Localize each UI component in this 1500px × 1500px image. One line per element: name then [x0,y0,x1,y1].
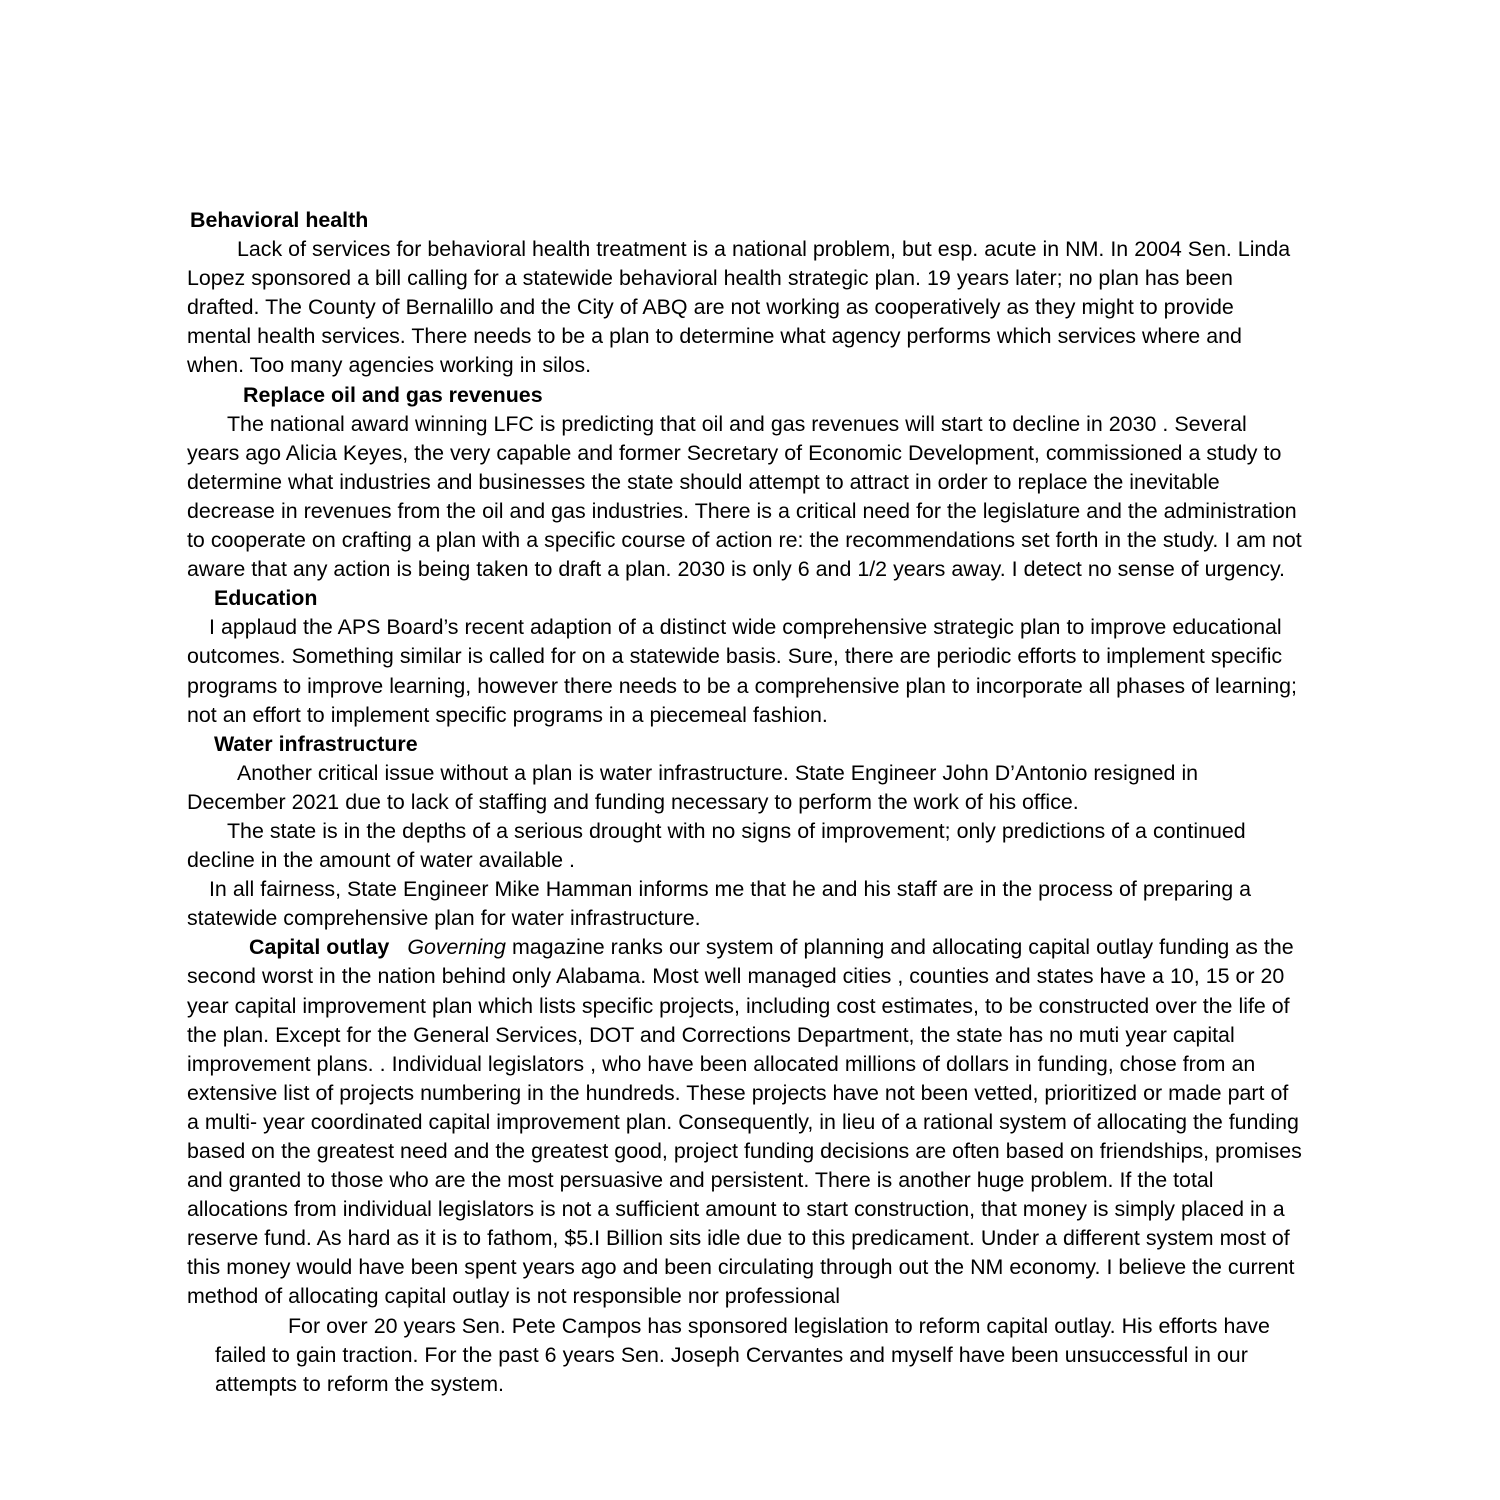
paragraph-water-infrastructure-2: The state is in the depths of a serious drought with no signs of improvement; only predictions of a continued decline in the amount of water available . [187,818,1246,873]
heading-education: Education [214,586,318,611]
document-body [187,206,1302,1399]
closing-block [187,1312,1302,1399]
heading-gap [389,935,407,959]
paragraph-water-infrastructure-1: Another critical issue without a plan is water infrastructure. State Engineer John D’Antonio resigned in December 2021 due to lack of staffing and funding necessary to perform the work of his office. [187,760,1199,814]
paragraph-capital-outlay-text: magazine ranks our system of planning and allocating capital outlay funding as the second worst in the nation behind only Alabama. Most well managed cities , counties and states have a 10, 15 or 20 year capital improvement plan which lists specific projects, including cost estimates, to be constructed over the life of the plan. Except for the General Services, DOT and Corrections Department, the state has no muti year capital improvement plans. . Individual legislators , who have been allocated millions of dollars in funding, chose from an extensive list of projects numbering in the hundreds. These projects have not been vetted, prioritized or made part of a multi- year coordinated capital improvement plan. Consequently, in lieu of a rational system of allocating the funding based on the greatest need and the greatest good, project funding decisions are often based on friendships, promises and granted to those who are the most persuasive and persistent. There is another huge problem. If the total allocations from individual legislators is not a sufficient amount to start construction, that money is simply placed in a reserve fund. As hard as it is to fathom, $5.I Billion sits idle due to this predicament. Under a different system most of this money would have been spent years ago and been circulating through out the NM economy. I believe the current method of allocating capital outlay is not responsible nor professional [187,935,1302,1309]
emphasis-governing: Governing [407,935,506,960]
paragraph-replace-oil-and-gas-revenues: The national award winning LFC is predicting that oil and gas revenues will start to decline in 2030 . Several years ago Alicia Keyes, the very capable and former Secretary of Economic Development, commissioned a study to determine what industries and businesses the state should attempt to attract in order to replace the inevitable decrease in revenues from the oil and gas industries. There is a critical need for the legislature and the administration to cooperate on crafting a plan with a specific course of action re: the recommendations set forth in the study. I am not aware that any action is being taken to draft a plan. 2030 is only 6 and 1/2 years away. I detect no sense of urgency. [187,411,1302,582]
heading-behavioral-health: Behavioral health [190,208,369,232]
paragraph-capital-outlay-closing: For over 20 years Sen. Pete Campos has sponsored legislation to reform capital outlay. His efforts have failed to gain traction. For the past 6 years Sen. Joseph Cervantes and myself have been unsuccessful in our attempts to reform the system. [215,1313,1270,1396]
paragraph-capital-outlay [187,933,1302,1311]
paragraph-water-infrastructure-3: In all fairness, State Engineer Mike Hamman informs me that he and his staff are in the process of preparing a statewide comprehensive plan for water infrastructure. [187,877,1252,931]
paragraph-education: I applaud the APS Board’s recent adaption of a distinct wide comprehensive strategic plan to improve educational outcomes. Something similar is called for on a statewide basis. Sure, there are periodic efforts to implement specific programs to improve learning, however there needs to be a comprehensive plan to incorporate all phases of learning; not an effort to implement specific programs in a piecemeal fashion. [187,615,1297,727]
paragraph-behavioral-health: Lack of services for behavioral health treatment is a national problem, but esp. acute in NM. In 2004 Sen. Linda Lopez sponsored a bill calling for a statewide behavioral health strategic plan. 19 years later; no plan has been drafted. The County of Bernalillo and the City of ABQ are not working as cooperatively as they might to provide mental health services. There needs to be a plan to determine what agency performs which services where and when. Too many agencies working in silos. [187,237,1291,378]
heading-water-infrastructure: Water infrastructure [214,731,418,756]
heading-capital-outlay: Capital outlay [249,935,390,960]
heading-replace-oil-and-gas-revenues: Replace oil and gas revenues [243,382,543,407]
